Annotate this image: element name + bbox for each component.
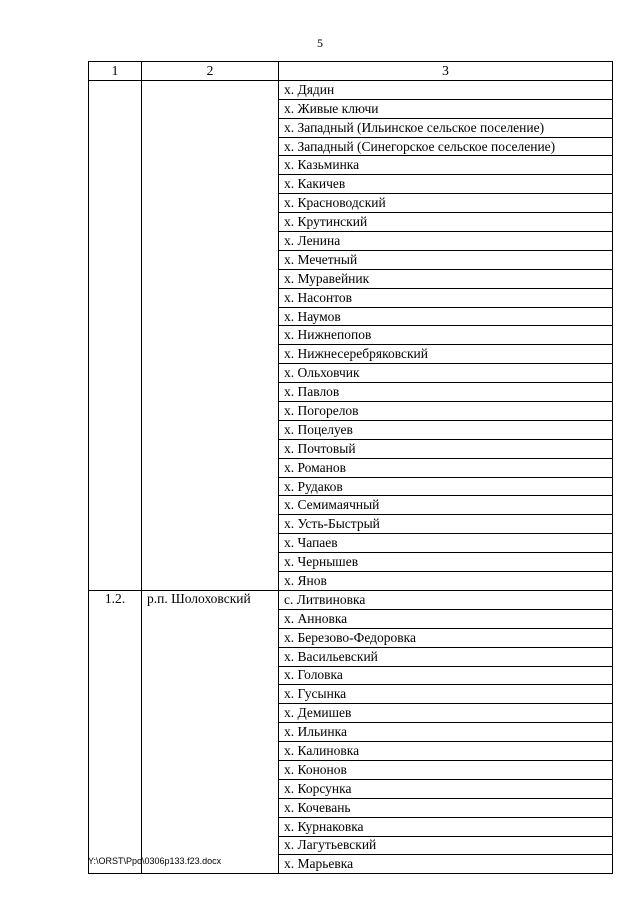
- settlement-cell: х. Курнаковка: [279, 817, 613, 836]
- header-col-2: 2: [142, 62, 279, 81]
- table-row: [89, 80, 613, 99]
- group-name-cell: р.п. Шолоховский: [142, 590, 279, 873]
- settlement-cell: х. Кононов: [279, 760, 613, 779]
- page-number: 5: [317, 36, 323, 50]
- settlement-cell: х. Мечетный: [279, 250, 613, 269]
- settlement-cell: х. Кочевань: [279, 798, 613, 817]
- settlement-cell: с. Литвиновка: [279, 590, 613, 609]
- settlement-cell: х. Анновка: [279, 609, 613, 628]
- header-col-1: 1: [89, 62, 142, 81]
- settlement-cell: х. Березово-Федоровка: [279, 628, 613, 647]
- settlement-cell: х. Какичев: [279, 175, 613, 194]
- table-row: [89, 590, 613, 609]
- header-col-3: 3: [279, 62, 613, 81]
- settlement-cell: х. Наумов: [279, 307, 613, 326]
- settlement-cell: х. Западный (Синегорское сельское поселение): [279, 137, 613, 156]
- settlement-cell: х. Романов: [279, 458, 613, 477]
- settlement-cell: х. Крутинский: [279, 213, 613, 232]
- settlement-cell: х. Демишев: [279, 704, 613, 723]
- settlement-cell: х. Дядин: [279, 80, 613, 99]
- settlement-cell: х. Гусынка: [279, 685, 613, 704]
- settlement-cell: х. Васильевский: [279, 647, 613, 666]
- group-name-cell: [142, 80, 279, 590]
- settlement-cell: х. Семимаячный: [279, 496, 613, 515]
- settlement-cell: х. Чапаев: [279, 534, 613, 553]
- settlement-cell: х. Ленина: [279, 232, 613, 251]
- settlement-cell: х. Усть-Быстрый: [279, 515, 613, 534]
- settlement-cell: х. Красноводский: [279, 194, 613, 213]
- settlement-cell: х. Поцелуев: [279, 420, 613, 439]
- group-number-cell: [89, 80, 142, 590]
- settlement-cell: х. Западный (Ильинское сельское поселение): [279, 118, 613, 137]
- settlement-cell: х. Погорелов: [279, 402, 613, 421]
- settlement-cell: х. Корсунка: [279, 779, 613, 798]
- settlement-cell: х. Павлов: [279, 383, 613, 402]
- settlement-cell: х. Ольховчик: [279, 364, 613, 383]
- settlement-cell: х. Рудаков: [279, 477, 613, 496]
- settlement-cell: х. Лагутьевский: [279, 836, 613, 855]
- settlement-cell: х. Калиновка: [279, 742, 613, 761]
- settlement-cell: х. Нижнесеребряковский: [279, 345, 613, 364]
- settlement-cell: х. Насонтов: [279, 288, 613, 307]
- settlement-cell: х. Марьевка: [279, 855, 613, 874]
- settlement-cell: х. Головка: [279, 666, 613, 685]
- settlements-table: [88, 61, 613, 874]
- settlement-cell: х. Нижнепопов: [279, 326, 613, 345]
- settlement-cell: х. Янов: [279, 572, 613, 591]
- settlement-cell: х. Почтовый: [279, 439, 613, 458]
- header-row: [89, 62, 613, 81]
- settlement-cell: х. Ильинка: [279, 723, 613, 742]
- group-number-cell: 1.2.: [89, 590, 142, 873]
- settlement-cell: х. Казьминка: [279, 156, 613, 175]
- settlement-cell: х. Муравейник: [279, 269, 613, 288]
- settlement-cell: х. Живые ключи: [279, 99, 613, 118]
- settlement-cell: х. Чернышев: [279, 553, 613, 572]
- file-path-footer: Y:\ORST\Ppo\0306p133.f23.docx: [88, 856, 222, 866]
